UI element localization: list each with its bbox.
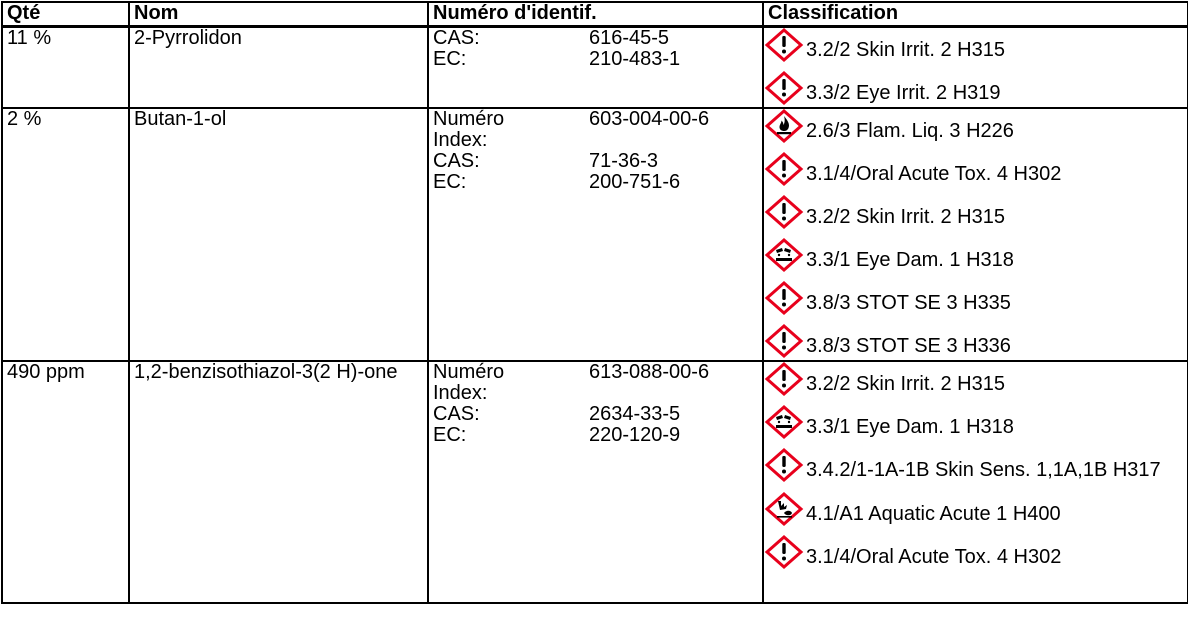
classification-item xyxy=(768,362,1183,398)
qty-cell: 490 ppm xyxy=(2,361,129,603)
classification-item xyxy=(768,195,1183,231)
identification-cell xyxy=(428,108,763,361)
classification-item xyxy=(768,28,1183,64)
id-value: 71-36-3 xyxy=(589,150,658,172)
exclamation-icon xyxy=(764,362,804,396)
id-value: 2634-33-5 xyxy=(589,403,681,425)
classification-text: 4.1/A1 Aquatic Acute 1 H400 xyxy=(806,503,1061,525)
table-row xyxy=(2,27,1188,109)
id-label: EC: xyxy=(433,48,467,70)
classification-item xyxy=(768,281,1183,317)
name-cell: Butan-1-ol xyxy=(129,108,428,361)
classification-text: 3.3/2 Eye Irrit. 2 H319 xyxy=(806,82,1001,104)
exclamation-icon xyxy=(764,152,804,186)
classification-text: 3.2/2 Skin Irrit. 2 H315 xyxy=(806,373,1005,395)
classification-cell xyxy=(763,108,1188,361)
classification-text: 3.2/2 Skin Irrit. 2 H315 xyxy=(806,206,1005,228)
classification-text: 3.1/4/Oral Acute Tox. 4 H302 xyxy=(806,163,1062,185)
header-identification: Numéro d'identif. xyxy=(428,2,763,27)
id-value: 200-751-6 xyxy=(589,171,681,193)
id-value: 616-45-5 xyxy=(589,27,670,49)
classification-item xyxy=(768,71,1183,107)
classification-text: 3.3/1 Eye Dam. 1 H318 xyxy=(806,416,1014,438)
exclamation-icon xyxy=(764,28,804,62)
flame-icon xyxy=(764,109,804,143)
identification-cell xyxy=(428,361,763,603)
classification-item xyxy=(768,109,1183,145)
exclamation-icon xyxy=(764,535,804,569)
id-label: CAS: xyxy=(433,403,480,425)
id-label: EC: xyxy=(433,171,467,193)
header-classification: Classification xyxy=(763,2,1188,27)
id-value: 220-120-9 xyxy=(589,424,681,446)
table-row xyxy=(2,361,1188,603)
classification-item xyxy=(768,152,1183,188)
classification-item xyxy=(768,238,1183,274)
exclamation-icon xyxy=(764,324,804,358)
classification-text: 2.6/3 Flam. Liq. 3 H226 xyxy=(806,120,1014,142)
classification-item xyxy=(768,448,1183,485)
classification-cell xyxy=(763,361,1188,603)
header-name: Nom xyxy=(129,2,428,27)
classification-text: 3.1/4/Oral Acute Tox. 4 H302 xyxy=(806,546,1062,568)
classification-cell xyxy=(763,27,1188,109)
classification-text: 3.4.2/1-1A-1B Skin Sens. 1,1A,1B H317 xyxy=(806,459,1161,481)
exclamation-icon xyxy=(764,448,804,482)
id-value: 603-004-00-6 xyxy=(589,108,710,130)
id-value: 613-088-00-6 xyxy=(589,361,710,383)
name-cell: 1,2-benzisothiazol-3(2 H)-one xyxy=(129,361,428,603)
classification-text: 3.3/1 Eye Dam. 1 H318 xyxy=(806,249,1014,271)
name-cell: 2-Pyrrolidon xyxy=(129,27,428,109)
corrosion-icon xyxy=(764,238,804,272)
id-value: 210-483-1 xyxy=(589,48,681,70)
id-label: CAS: xyxy=(433,150,480,172)
qty-cell: 2 % xyxy=(2,108,129,361)
classification-text: 3.2/2 Skin Irrit. 2 H315 xyxy=(806,39,1005,61)
exclamation-icon xyxy=(764,71,804,105)
id-label: Numéro Index: xyxy=(433,361,505,404)
id-label: Numéro Index: xyxy=(433,108,505,151)
hazard-composition-table xyxy=(1,1,1188,604)
identification-cell xyxy=(428,27,763,109)
classification-text: 3.8/3 STOT SE 3 H336 xyxy=(806,335,1011,357)
qty-cell: 11 % xyxy=(2,27,129,109)
classification-item xyxy=(768,324,1183,360)
classification-item xyxy=(768,405,1183,441)
table-header-row xyxy=(2,2,1188,27)
id-label: CAS: xyxy=(433,27,480,49)
id-label: EC: xyxy=(433,424,467,446)
classification-item xyxy=(768,535,1183,571)
classification-item xyxy=(768,492,1183,528)
table-row xyxy=(2,108,1188,361)
exclamation-icon xyxy=(764,281,804,315)
corrosion-icon xyxy=(764,405,804,439)
environment-icon xyxy=(764,492,804,526)
header-qty: Qté xyxy=(2,2,129,27)
classification-text: 3.8/3 STOT SE 3 H335 xyxy=(806,292,1011,314)
exclamation-icon xyxy=(764,195,804,229)
